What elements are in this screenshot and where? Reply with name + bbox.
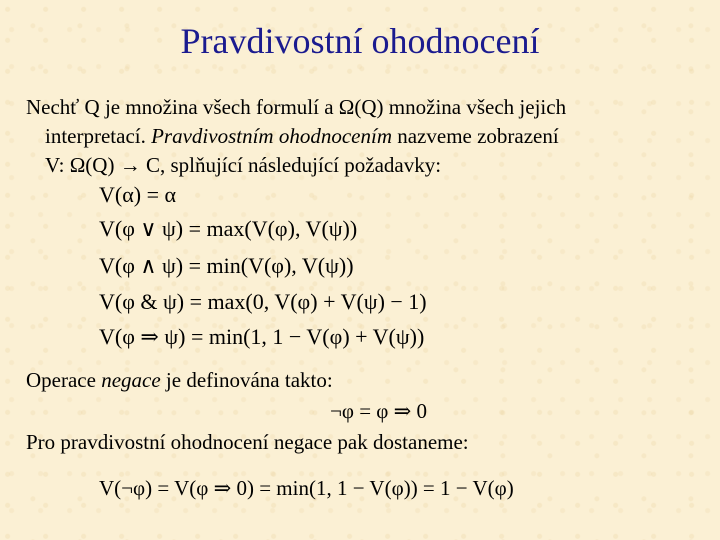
formula-strong-conjunction: V(φ & ψ) = max(0, V(φ) + V(ψ) − 1) xyxy=(99,289,427,314)
formula-constant: V(α) = α xyxy=(99,182,176,207)
formula-implication: V(φ ⇒ ψ) = min(1, 1 − V(φ) + V(ψ)) xyxy=(99,324,425,349)
intro-line-2 xyxy=(26,122,706,151)
intro-line-1: Nechť Q je množina všech formulí a Ω(Q) množina všech jejich xyxy=(26,95,567,119)
formula-disjunction: V(φ ∨ ψ) = max(V(φ), V(ψ)) xyxy=(99,216,358,241)
intro-paragraph xyxy=(26,93,706,180)
negation-definition: ¬φ = φ ⇒ 0 xyxy=(330,399,428,423)
intro-line-2-start: interpretací. xyxy=(45,124,152,148)
formula-conjunction: V(φ ∧ ψ) = min(V(φ), V(ψ)) xyxy=(99,253,354,278)
intro-line-3: V: Ω(Q) → C, splňující následující požadavky: xyxy=(45,153,442,177)
negation-intro-start: Operace xyxy=(26,368,102,392)
negation-intro-end: je definována takto: xyxy=(160,368,333,392)
intro-term: Pravdivostním ohodnocením xyxy=(151,124,392,148)
negation-result-intro: Pro pravdivostní ohodnocení negace pak dostaneme: xyxy=(26,430,469,454)
negation-intro xyxy=(26,368,333,393)
slide-title: Pravdivostní ohodnocení xyxy=(180,21,540,61)
negation-term: negace xyxy=(101,368,161,392)
negation-result-formula: V(¬φ) = V(φ ⇒ 0) = min(1, 1 − V(φ)) = 1 − V(φ) xyxy=(99,476,514,500)
intro-line-2-end: nazveme zobrazení xyxy=(391,124,559,148)
